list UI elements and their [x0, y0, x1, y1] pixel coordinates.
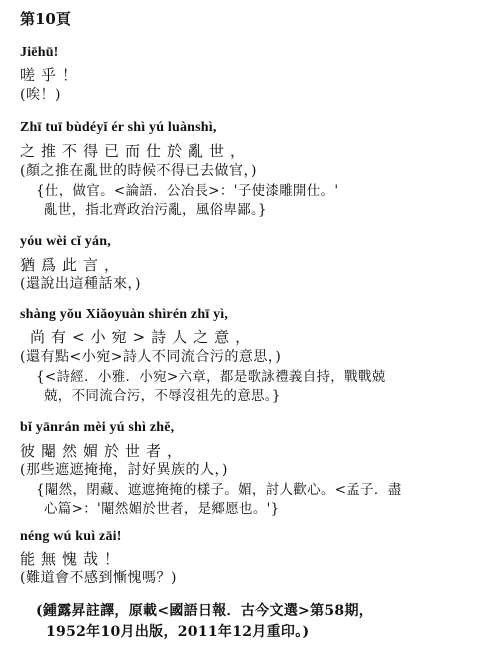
pinyin-line: yóu wèi cǐ yán,: [20, 234, 111, 249]
annotation-line: {閹然，閉藏、遮遮掩掩的樣子。媚，討人歡心。<孟子．盡: [36, 482, 402, 498]
chinese-text-line: 嗟乎！: [20, 66, 84, 84]
pinyin-line: Jiēhū!: [20, 45, 59, 60]
translation-line: (還說出這種話來，): [20, 276, 141, 292]
source-credit-line: (鍾露昇註譯，原載<國語日報．古今文選>第58期，: [36, 603, 374, 619]
pinyin-line: Zhī tuī bùdéyǐ ér shì yú luànshì,: [20, 120, 217, 135]
page-number: 第10頁: [20, 10, 71, 28]
source-credit-line: 1952年10月出版，2011年12月重印。): [46, 624, 310, 640]
pinyin-line: shàng yǒu Xiǎoyuàn shìrén zhī yì,: [20, 307, 229, 322]
chinese-text-line: 尚有<小宛>詩人之意，: [30, 328, 257, 346]
pinyin-line: bǐ yānrán mèi yú shì zhě,: [20, 420, 175, 435]
translation-line: (還有點<小宛>詩人不同流合污的意思，): [20, 349, 282, 365]
translation-line: (顏之推在亂世的時候不得已去做官，): [20, 163, 257, 179]
annotation-line: {仕，做官。<論語．公冶長>：'子使漆雕開仕。': [36, 183, 339, 199]
chinese-text-line: 能無愧哉！: [20, 550, 126, 568]
chinese-text-line: 之推不得已而仕於亂世，: [20, 142, 252, 160]
annotation-line: 兢，不同流合污，不辱沒祖先的意思。}: [44, 388, 281, 404]
chinese-text-line: 猶爲此言，: [20, 256, 126, 274]
pinyin-line: néng wú kuì zāi!: [20, 529, 122, 544]
chinese-text-line: 彼閹然媚於世者，: [20, 442, 189, 460]
translation-line: (那些遮遮掩掩，討好異族的人，): [20, 462, 228, 478]
annotation-line: 亂世，指北齊政治污亂，風俗卑鄙。}: [44, 202, 267, 218]
translation-line: (唉！): [20, 87, 61, 103]
translation-line: (難道會不感到慚愧嗎？): [20, 570, 177, 586]
annotation-line: {<詩經．小雅．小宛>六章，都是歌詠禮義自持，戰戰兢: [36, 369, 386, 385]
annotation-line: 心篇>：'閹然媚於世者，是鄉愿也。'}: [44, 501, 280, 517]
